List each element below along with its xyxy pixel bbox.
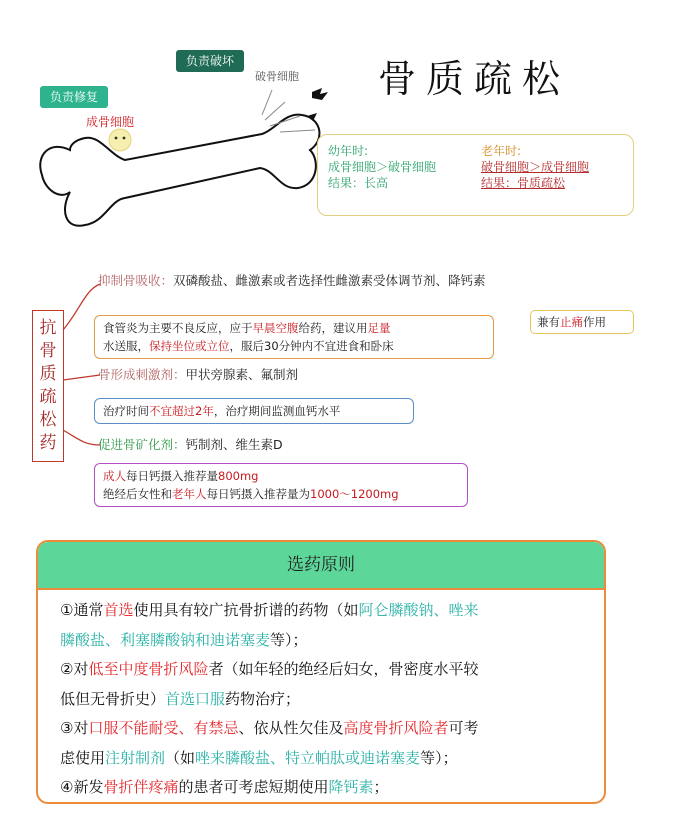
pth-note: 治疗时间不宜超过2年，治疗期间监测血钙水平 [94, 398, 414, 424]
category-mineralization: 促进骨矿化剂：钙制剂、维生素D [98, 437, 283, 452]
principle-line-3: ③对口服不能耐受、有禁忌、依从性欠佳及高度骨折风险者可考 虑使用注射制剂（如唑来膦酸盐、特立帕肽或迪诺塞麦等）； [60, 719, 479, 767]
calcitonin-note: 兼有止痛作用 [530, 310, 634, 334]
category-formation: 骨形成刺激剂：甲状旁腺素、氟制剂 [98, 367, 299, 382]
osteoblast-cell [109, 129, 131, 151]
repair-tag: 负责修复 [40, 86, 108, 108]
principle-body [38, 590, 604, 803]
age-comparison-box [317, 134, 634, 216]
bisphosphonate-note: 食管炎为主要不良反应，应于早晨空腹给药，建议用足量 水送服，保持坐位或立位，服后30分钟内不宜进食和卧床 [94, 315, 494, 359]
branch-lines [60, 270, 120, 460]
selection-principle-box [36, 540, 606, 804]
page-title: 骨质疏松 [378, 57, 571, 101]
principle-line-1: ①通常首选使用具有较广抗骨折谱的药物（如阿仑膦酸钠、唑来 膦酸盐、利塞膦酸钠和迪诺塞麦等）； [60, 601, 479, 649]
drug-category-title: 抗 骨 质 疏 松 药 [32, 310, 64, 462]
bone-outline [40, 115, 319, 226]
principle-header: 选药原则 [38, 542, 604, 590]
osteoclast-label: 破骨细胞 [255, 70, 299, 83]
osteoclast-cell-1 [312, 88, 328, 100]
osteoblast-label: 成骨细胞 [86, 115, 135, 129]
calcium-note: 成人每日钙摄入推荐量800mg 绝经后女性和老年人每日钙摄入推荐量为1000～1200mg [94, 463, 468, 507]
category-resorption: 抑制骨吸收：双磷酸盐、雌激素或者选择性雌激素受体调节剂、降钙素 [98, 273, 486, 288]
principle-line-2: ②对低至中度骨折风险者（如年轻的绝经后妇女，骨密度水平较 低但无骨折史）首选口服药物治疗； [60, 660, 479, 708]
old-column: 老年时: 破骨细胞＞成骨细胞 结果：骨质疏松 [481, 144, 590, 190]
principle-line-4: ④新发骨折伴疼痛的患者可考虑短期使用降钙素； [60, 778, 389, 796]
young-column: 幼年时: 成骨细胞＞破骨细胞 结果：长高 [328, 144, 437, 190]
destroy-tag: 负责破坏 [176, 50, 244, 72]
